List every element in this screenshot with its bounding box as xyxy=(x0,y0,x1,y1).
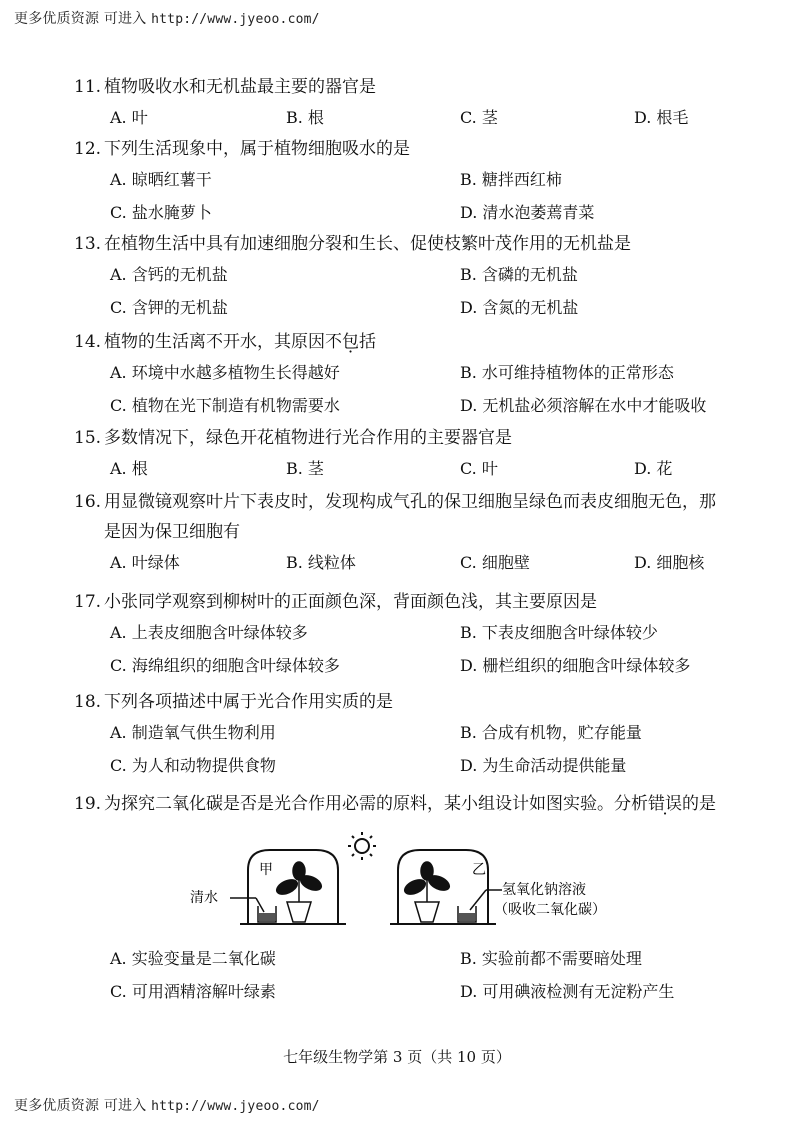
option-c[interactable]: C. 茎 xyxy=(460,108,498,127)
question-number: 14. xyxy=(74,332,102,352)
option-d[interactable]: D. 无机盐必须溶解在水中才能吸收 xyxy=(460,396,707,415)
question-12 xyxy=(74,137,754,227)
option-a[interactable]: A. 上表皮细胞含叶绿体较多 xyxy=(110,623,308,642)
question-stem: 用显微镜观察叶片下表皮时，发现构成气孔的保卫细胞呈绿色而表皮细胞无色，那 xyxy=(104,492,716,512)
question-19 xyxy=(74,792,754,816)
option-d[interactable]: D. 花 xyxy=(634,459,673,478)
question-16 xyxy=(74,490,754,577)
question-number: 11. xyxy=(74,77,102,97)
beaker-icon xyxy=(458,906,476,922)
option-b[interactable]: B. 水可维持植物体的正常形态 xyxy=(460,363,674,382)
option-c[interactable]: C. 植物在光下制造有机物需要水 xyxy=(110,396,340,415)
question-number: 16. xyxy=(74,492,102,512)
question-number: 15. xyxy=(74,428,102,448)
question-stem: 在植物生活中具有加速细胞分裂和生长、促使枝繁叶茂作用的无机盐是 xyxy=(104,234,631,254)
option-b[interactable]: B. 实验前都不需要暗处理 xyxy=(460,949,642,968)
potted-plant-icon xyxy=(402,862,451,922)
potted-plant-icon xyxy=(274,862,323,922)
sun-icon xyxy=(348,832,376,860)
question-stem: 为探究二氧化碳是否是光合作用必需的原料，某小组设计如图实验。分析 xyxy=(104,794,648,814)
question-14 xyxy=(74,330,754,420)
experiment-figure xyxy=(190,830,650,942)
option-b[interactable]: B. 糖拌西红柿 xyxy=(460,170,562,189)
question-18 xyxy=(74,690,754,780)
label-water: 清水 xyxy=(190,890,218,906)
option-d[interactable]: D. 细胞核 xyxy=(634,553,705,572)
experiment-diagram xyxy=(190,830,650,942)
option-b[interactable]: B. 合成有机物，贮存能量 xyxy=(460,723,642,742)
option-a[interactable]: A. 晾晒红薯干 xyxy=(110,170,212,189)
banner-bottom xyxy=(14,1095,320,1115)
label-jia: 甲 xyxy=(259,862,273,878)
option-b[interactable]: B. 根 xyxy=(286,108,324,127)
question-15 xyxy=(74,426,754,483)
banner-top xyxy=(14,8,320,28)
banner-text: 更多优质资源 可进入 xyxy=(14,11,147,27)
option-a[interactable]: A. 实验变量是二氧化碳 xyxy=(110,949,276,968)
question-stem: 小张同学观察到柳树叶的正面颜色深，背面颜色浅，其主要原因是 xyxy=(104,592,597,612)
banner-text: 更多优质资源 可进入 xyxy=(14,1098,147,1114)
banner-link[interactable]: http://www.jyeoo.com/ xyxy=(151,12,320,27)
emphasis-text: 不包括 xyxy=(325,332,376,352)
label-naoh: 氢氧化钠溶液 xyxy=(502,882,586,898)
question-stem: 下列生活现象中，属于植物细胞吸水的是 xyxy=(104,139,410,159)
question-stem-end: 的是 xyxy=(682,794,716,814)
option-d[interactable]: D. 含氮的无机盐 xyxy=(460,298,579,317)
question-13 xyxy=(74,232,754,322)
label-absorb: （吸收二氧化碳） xyxy=(494,902,606,918)
emphasis-text: 错误 xyxy=(648,794,682,814)
option-c[interactable]: C. 为人和动物提供食物 xyxy=(110,756,276,775)
label-yi: 乙 xyxy=(472,862,486,878)
question-number: 18. xyxy=(74,692,102,712)
option-d[interactable]: D. 清水泡萎蔫青菜 xyxy=(460,203,595,222)
option-b[interactable]: B. 茎 xyxy=(286,459,324,478)
option-c[interactable]: C. 含钾的无机盐 xyxy=(110,298,228,317)
question-stem: 植物吸收水和无机盐最主要的器官是 xyxy=(104,77,376,97)
option-a[interactable]: A. 叶绿体 xyxy=(110,553,180,572)
question-number: 17. xyxy=(74,592,102,612)
option-a[interactable]: A. 含钙的无机盐 xyxy=(110,265,228,284)
option-d[interactable]: D. 为生命活动提供能量 xyxy=(460,756,627,775)
option-d[interactable]: D. 根毛 xyxy=(634,108,689,127)
question-stem-continued: 是因为保卫细胞有 xyxy=(104,522,240,542)
option-c[interactable]: C. 细胞壁 xyxy=(460,553,530,572)
option-a[interactable]: A. 环境中水越多植物生长得越好 xyxy=(110,363,340,382)
question-stem: 下列各项描述中属于光合作用实质的是 xyxy=(104,692,393,712)
beaker-icon xyxy=(258,906,276,922)
option-a[interactable]: A. 制造氧气供生物利用 xyxy=(110,723,276,742)
question-stem: 植物的生活离不开水，其原因 xyxy=(104,332,325,352)
banner-link[interactable]: http://www.jyeoo.com/ xyxy=(151,1099,320,1114)
option-c[interactable]: C. 叶 xyxy=(460,459,498,478)
option-a[interactable]: A. 叶 xyxy=(110,108,148,127)
question-19-options xyxy=(74,940,754,1006)
option-b[interactable]: B. 下表皮细胞含叶绿体较少 xyxy=(460,623,658,642)
option-d[interactable]: D. 可用碘液检测有无淀粉产生 xyxy=(460,982,675,1001)
option-b[interactable]: B. 含磷的无机盐 xyxy=(460,265,578,284)
option-a[interactable]: A. 根 xyxy=(110,459,148,478)
question-number: 13. xyxy=(74,234,102,254)
option-d[interactable]: D. 栅栏组织的细胞含叶绿体较多 xyxy=(460,656,691,675)
option-b[interactable]: B. 线粒体 xyxy=(286,553,356,572)
question-17 xyxy=(74,590,754,680)
option-c[interactable]: C. 可用酒精溶解叶绿素 xyxy=(110,982,276,1001)
question-11 xyxy=(74,75,754,132)
option-c[interactable]: C. 海绵组织的细胞含叶绿体较多 xyxy=(110,656,340,675)
option-c[interactable]: C. 盐水腌萝卜 xyxy=(110,203,212,222)
question-number: 12. xyxy=(74,139,102,159)
question-stem: 多数情况下，绿色开花植物进行光合作用的主要器官是 xyxy=(104,428,512,448)
page-footer: 七年级生物学第 3 页（共 10 页） xyxy=(283,1048,511,1066)
question-number: 19. xyxy=(74,794,102,814)
